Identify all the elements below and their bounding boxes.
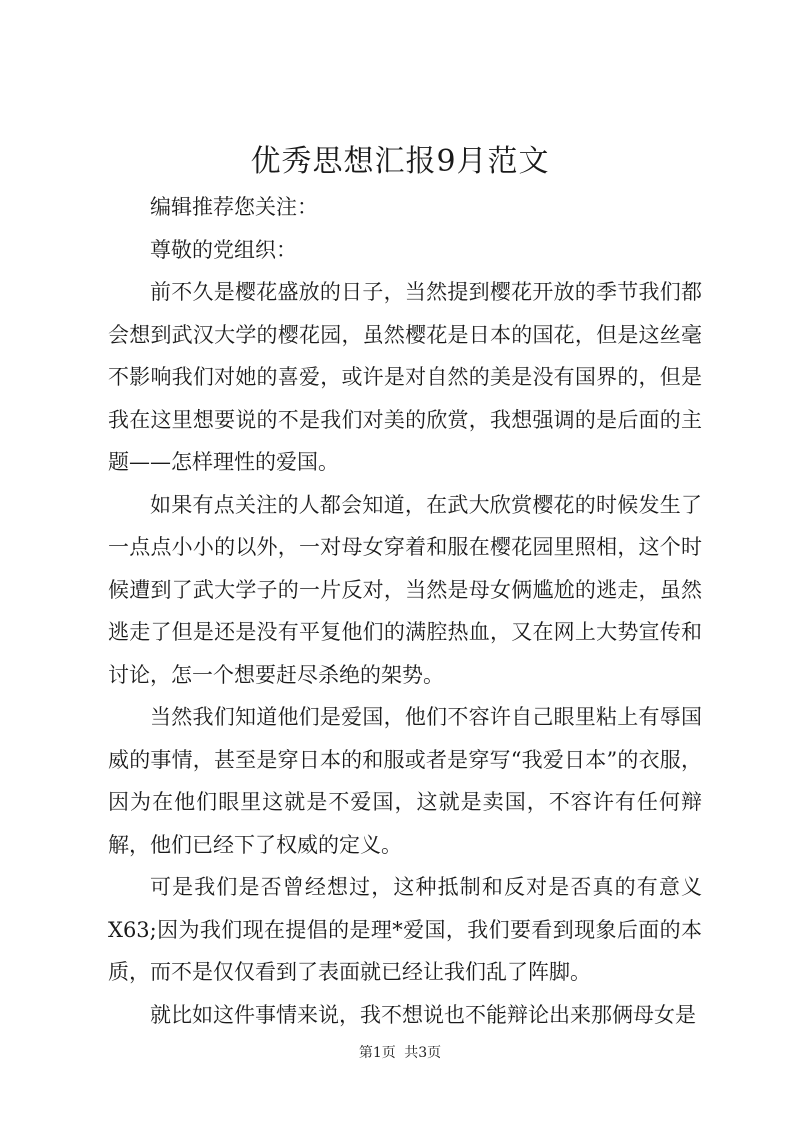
paragraph: 当然我们知道他们是爱国，他们不容许自己眼里粘上有辱国威的事情，甚至是穿日本的和服或者是穿写“我爱日本”的衣服，因为在他们眼里这就是不爱国，这就是卖国，不容许有任何辩解，他们已经下了权威的定义。 bbox=[108, 705, 702, 857]
paragraph: 编辑推荐您关注： bbox=[150, 195, 318, 219]
paragraph: 如果有点关注的人都会知道，在武大欣赏樱花的时候发生了一点点小小的以外，一对母女穿着和服在樱花园里照相，这个时候遭到了武大学子的一片反对，当然是母女俩尴尬的逃走，虽然逃走了但是还是没有平复他们的满腔热血，又在网上大势宣传和讨论，怎一个想要赶尽杀绝的架势。 bbox=[108, 492, 702, 687]
paragraph: 尊敬的党组织： bbox=[150, 237, 297, 262]
page-number: 第1页 bbox=[358, 1045, 396, 1061]
page-footer bbox=[0, 1043, 800, 1063]
paragraph: 就比如这件事情来说，我不想说也不能辩论出来那俩母女是 bbox=[150, 1002, 696, 1027]
paragraph: 可是我们是否曾经想过，这种抵制和反对是否真的有意义X63;因为我们现在提倡的是理*爱国，我们要看到现象后面的本质，而不是仅仅看到了表面就已经让我们乱了阵脚。 bbox=[108, 875, 702, 984]
page-total: 共3页 bbox=[404, 1045, 442, 1061]
document-title: 优秀思想汇报9月范文 bbox=[250, 144, 550, 179]
document-body bbox=[108, 186, 702, 1036]
paragraph: 前不久是樱花盛放的日子，当然提到樱花开放的季节我们都会想到武汉大学的樱花园，虽然樱花是日本的国花，但是这丝毫不影响我们对她的喜爱，或许是对自然的美是没有国界的，但是我在这里想要说的不是我们对美的欣赏，我想强调的是后面的主题——怎样理性的爱国。 bbox=[108, 280, 702, 474]
